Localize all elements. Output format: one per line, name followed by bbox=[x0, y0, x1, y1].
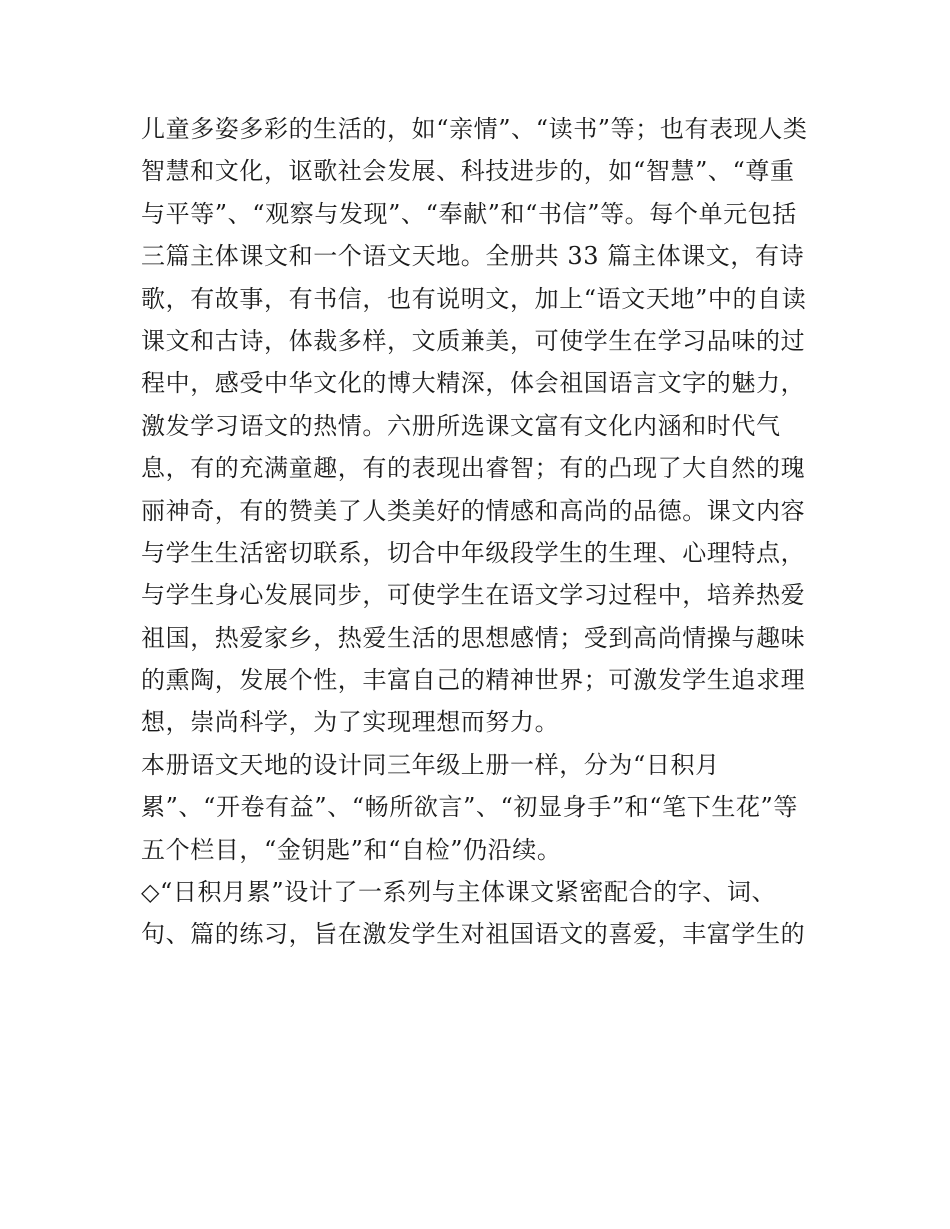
text-line: 程中，感受中华文化的博大精深，体会祖国语言文字的魅力， bbox=[141, 369, 806, 398]
text-line: 激发学习语文的热情。六册所选课文富有文化内涵和时代气 bbox=[141, 411, 781, 440]
text-line: ◇“日积月累”设计了一系列与主体课文紧密配合的字、词、 bbox=[141, 878, 777, 907]
text-line: 丽神奇，有的赞美了人类美好的情感和高尚的品德。课文内容 bbox=[141, 496, 806, 525]
text-line: 歌，有故事，有书信，也有说明文，加上“语文天地”中的自读 bbox=[141, 284, 807, 313]
text-line: 累”、“开卷有益”、“畅所欲言”、“初显身手”和“笔下生花”等 bbox=[141, 793, 799, 822]
text-line: 课文和古诗，体裁多样，文质兼美，可使学生在学习品味的过 bbox=[141, 326, 806, 355]
text-line: 本册语文天地的设计同三年级上册一样，分为“日积月 bbox=[141, 750, 720, 779]
text-line: 智慧和文化，讴歌社会发展、科技进步的，如“智慧”、“尊重 bbox=[141, 157, 795, 186]
text-line: 与平等”、“观察与发现”、“奉献”和“书信”等。每个单元包括 bbox=[141, 199, 797, 228]
text-line: 与学生生活密切联系，切合中年级段学生的生理、心理特点， bbox=[141, 538, 806, 567]
text-line: 五个栏目，“金钥匙”和“自检”仍沿续。 bbox=[141, 835, 562, 864]
text-line: 祖国，热爱家乡，热爱生活的思想感情；受到高尚情操与趣味 bbox=[141, 623, 806, 652]
text-line: 与学生身心发展同步，可使学生在语文学习过程中，培养热爱 bbox=[141, 581, 806, 610]
text-line: 息，有的充满童趣，有的表现出睿智；有的凸现了大自然的瑰 bbox=[141, 454, 806, 483]
text-line: 想，崇尚科学，为了实现理想而努力。 bbox=[141, 708, 560, 737]
text-line: 儿童多姿多彩的生活的，如“亲情”、“读书”等；也有表现人类 bbox=[141, 115, 808, 143]
document-body bbox=[141, 108, 831, 956]
text-line: 三篇主体课文和一个语文天地。全册共 33 篇主体课文，有诗 bbox=[141, 242, 805, 271]
text-line: 句、篇的练习，旨在激发学生对祖国语文的喜爱，丰富学生的 bbox=[141, 920, 806, 949]
text-line: 的熏陶，发展个性，丰富自己的精神世界；可激发学生追求理 bbox=[141, 666, 806, 695]
